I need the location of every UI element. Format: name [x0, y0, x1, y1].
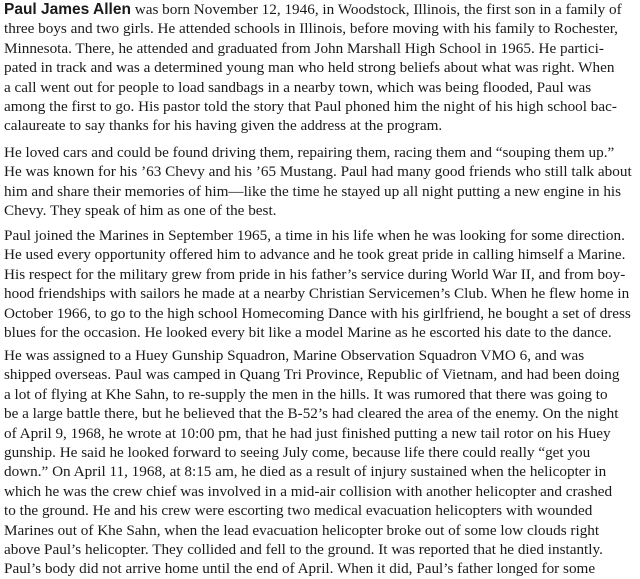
text-line: He loved cars and could be found driving them, repairing them, racing them and “souping them up.”: [4, 144, 615, 161]
text-line-content: was born November 12, 1946, in Woodstock, Illinois, the first son in a family of: [130, 1, 622, 18]
text-line: Paul joined the Marines in September 1965, a time in his life when he was looking for some direction.: [4, 227, 625, 244]
paragraph-biography-intro: [4, 0, 636, 136]
text-line: him and share their memories of him—like the time he stayed up all night putting a new engine in his: [4, 182, 622, 200]
text-line: He was known for his ’63 Chevy and his ’65 Mustang. Paul had many good friends who still talk about: [4, 163, 632, 181]
text-line: He was assigned to a Huey Gunship Squadron, Marine Observation Squadron VMO 6, and was: [4, 347, 585, 364]
text-line: down.” On April 11, 1968, at 8:15 am, he died as a result of injury sustained when the helicopter in: [4, 463, 607, 481]
text-line: Paul’s body did not arrive home until the end of April. When it did, Paul’s father longed for some: [4, 560, 596, 578]
lead-name: Paul James Allen: [4, 1, 131, 18]
text-line: Minnesota. There, he attended and graduated from John Marshall High School in 1965. He partici-: [4, 39, 604, 57]
text-line: shipped overseas. Paul was camped in Quang Tri Province, Republic of Vietnam, and had been doing: [4, 366, 620, 384]
text-line: to the ground. He and his crew were escorting two medical evacuation helicopters with wounded: [4, 502, 593, 520]
text-line: be a large battle there, but he believed that the B-52’s had cleared the area of the enemy. On the night: [4, 405, 619, 423]
text-line: three boys and two girls. He attended schools in Illinois, before moving with his family to Rochester,: [4, 20, 618, 38]
text-line: above Paul’s helicopter. They collided and fell to the ground. It was reported that he died instantly.: [4, 541, 603, 559]
text-line: calaureate to say thanks for his having given the address at the program.: [4, 117, 443, 135]
text-line: gunship. He said he looked forward to seeing July come, because life there could really “get you: [4, 444, 591, 462]
paragraph-cars: [4, 143, 636, 221]
text-line: hood friendships with sailors he made at a nearby Christian Servicemen’s Club. When he flew home in: [4, 285, 630, 303]
text-line: Chevy. They speak of him as one of the best.: [4, 202, 277, 220]
text-line: Marines out of Khe Sahn, when the lead evacuation helicopter broke out of some low clouds right: [4, 521, 600, 539]
paragraph-vietnam: [4, 346, 636, 579]
text-line: a call went out for people to load sandbags in a nearby town, which was being flooded, Paul was: [4, 78, 592, 96]
text-line: [4, 0, 636, 19]
text-line: He used every opportunity offered him to advance and he took great pride in calling himself a Marine.: [4, 246, 626, 264]
text-line: pated in track and was a determined young man who held strong beliefs about what was right. When: [4, 59, 615, 77]
paragraph-marines: [4, 226, 636, 342]
text-line: October 1966, to go to the high school Homecoming Dance with his girlfriend, he bought a set of dress: [4, 304, 631, 322]
text-line: His respect for the military grew from pride in his father’s service during World War II, and from boy-: [4, 265, 626, 283]
text-line: among the first to go. His pastor told the story that Paul phoned him the night of his high school bac-: [4, 98, 617, 116]
text-line: a lot of flying at Khe Sahn, to re-supply the men in the hills. It was rumored that there was going to: [4, 385, 608, 403]
text-line: which he was the crew chief was involved in a mid-air collision with another helicopter and crashed: [4, 482, 613, 500]
text-line: blues for the occasion. He looked every bit like a model Marine as he escorted his date to the dance.: [4, 324, 612, 342]
text-line: of April 9, 1968, he wrote at 10:00 pm, that he had just finished putting a new tail rotor on his Huey: [4, 424, 611, 442]
